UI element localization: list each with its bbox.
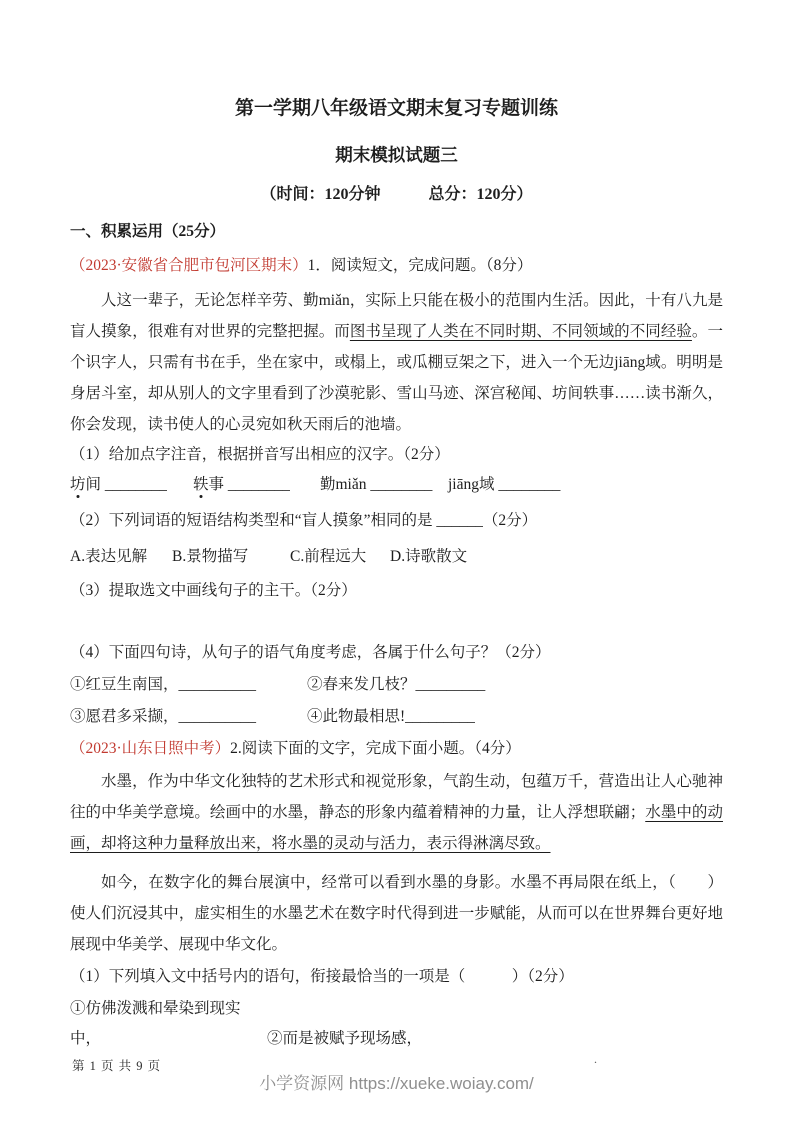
q2-sub1-stem: （1）下列填入文中括号内的语句，衔接最恰当的一项是（ ）（2分） bbox=[70, 968, 574, 985]
q2-passage-seg1: 水墨，作为中华文化独特的艺术形式和视觉形象，气韵生动，包蕴万千，营造出让人心驰神往的中华美学意境。绘画中的水墨，静态的形象内蕴着精神的力量，让人浮想联翩； bbox=[70, 773, 723, 821]
answer-blank: ________ bbox=[104, 476, 167, 493]
q1-passage-underlined: 图书呈现了人类在不同时期、不同领域的不同经验 bbox=[349, 323, 692, 340]
blank-label: jiāng域 bbox=[448, 476, 495, 493]
answer-blank: ________ bbox=[227, 476, 290, 493]
q1-sub2-options bbox=[70, 542, 723, 572]
q1-source-tag: （2023·安徽省合肥市包河区期末） bbox=[70, 257, 308, 274]
q1-lead-text: 1．阅读短文，完成问题。（8分） bbox=[307, 257, 533, 274]
q1-sub4-items-row1 bbox=[70, 670, 723, 700]
q2-passage-p2: 如今，在数字化的舞台展演中，经常可以看到水墨的身影。水墨不再局限在纸上，（ ）使人们沉浸其中，虚实相生的水墨艺术在数字时代得到进一步赋能，从而可以在世界舞台更好地展现中华美学、展现中华文化。 bbox=[70, 874, 723, 953]
page-title: 第一学期八年级语文期末复习专题训练 bbox=[234, 98, 558, 119]
stray-dot-mark: . bbox=[594, 1052, 597, 1066]
pinyin-blank-item bbox=[70, 470, 193, 500]
option-1: ①仿佛泼溅和晕染到现实中， bbox=[70, 1000, 241, 1047]
q2-lead-line bbox=[70, 734, 723, 764]
blank-label: 勤miǎn bbox=[320, 476, 367, 493]
site-watermark: 小学资源网 https://xueke.woiay.com/ bbox=[259, 1074, 534, 1093]
blank-label: 事 bbox=[208, 476, 225, 493]
q1-passage-seg2: 。一个识字人，只需有书在手，坐在家中，或榻上，或瓜棚豆架之下，进入一个无边jiāng域。明明是身居斗室，却从别人的文字里看到了沙漠驼影、雪山马迹、深宫秘闻、坊间轶事……读书渐久，你会发现，读书使人的心灵宛如秋天雨后的池墙。 bbox=[70, 323, 723, 433]
q2-sub1-options bbox=[70, 994, 723, 1054]
blank-label: 间 bbox=[85, 476, 102, 493]
q1-sub4-items-row2 bbox=[70, 702, 723, 732]
poem-line-item: ④此物最相思!_________ bbox=[307, 708, 475, 725]
q1-passage-seg1: 人这一辈子，无论怎样辛劳、勤miǎn，实际上只能在极小的范围内生活。因此，十有八九是盲人摸象，很难有对世界的完整把握。而 bbox=[70, 292, 723, 340]
option-c: C.前程远大 bbox=[290, 548, 367, 565]
option-d: D.诗歌散文 bbox=[390, 548, 468, 565]
q1-passage bbox=[70, 285, 723, 440]
q1-sub1-blank-row bbox=[70, 470, 723, 500]
dotted-char: 坊 bbox=[70, 476, 86, 493]
time-score-line: （时间：120分钟 总分：120分） bbox=[260, 186, 533, 203]
option-a: A.表达见解 bbox=[70, 548, 148, 565]
poem-line-item: ①红豆生南国，__________ bbox=[70, 676, 257, 693]
q2-passage-underlined: 水墨中的动画，却将这种力量释放出来，将水墨的灵动与活力，表示得淋漓尽致。 bbox=[70, 804, 723, 852]
poem-line-item: ②春来发几枝？_________ bbox=[307, 676, 486, 693]
option-b: B.景物描写 bbox=[172, 548, 249, 565]
q2-lead-text: 2.阅读下面的文字，完成下面小题。（4分） bbox=[230, 740, 521, 757]
section-heading: 一、积累运用（25分） bbox=[70, 223, 226, 240]
poem-line-item: ③愿君多采撷，__________ bbox=[70, 708, 257, 725]
q2-source-tag: （2023·山东日照中考） bbox=[70, 740, 231, 757]
answer-blank: ________ bbox=[498, 476, 561, 493]
q2-passage-p1 bbox=[70, 766, 723, 859]
q1-sub2-stem: （2）下列词语的短语结构类型和“盲人摸象”相同的是 ______（2分） bbox=[70, 512, 538, 529]
pinyin-blank-item bbox=[193, 470, 320, 500]
q1-sub1-stem: （1）给加点字注音，根据拼音写出相应的汉字。（2分） bbox=[70, 446, 450, 463]
answer-blank: ________ bbox=[370, 476, 433, 493]
page-number-indicator: 第 1 页 共 9 页 bbox=[72, 1059, 162, 1073]
dotted-char: 轶 bbox=[193, 476, 209, 493]
pinyin-blank-item bbox=[448, 470, 560, 500]
pinyin-blank-item bbox=[320, 470, 448, 500]
option-2: ②而是被赋予现场感， bbox=[267, 1030, 423, 1047]
q1-lead-line bbox=[70, 251, 723, 281]
q1-sub3-stem: （3）提取选文中画线句子的主干。（2分） bbox=[70, 582, 357, 599]
q1-sub4-stem: （4）下面四句诗，从句子的语气角度考虑，各属于什么句子？（2分） bbox=[70, 644, 551, 661]
page-subtitle: 期末模拟试题三 bbox=[335, 145, 458, 165]
